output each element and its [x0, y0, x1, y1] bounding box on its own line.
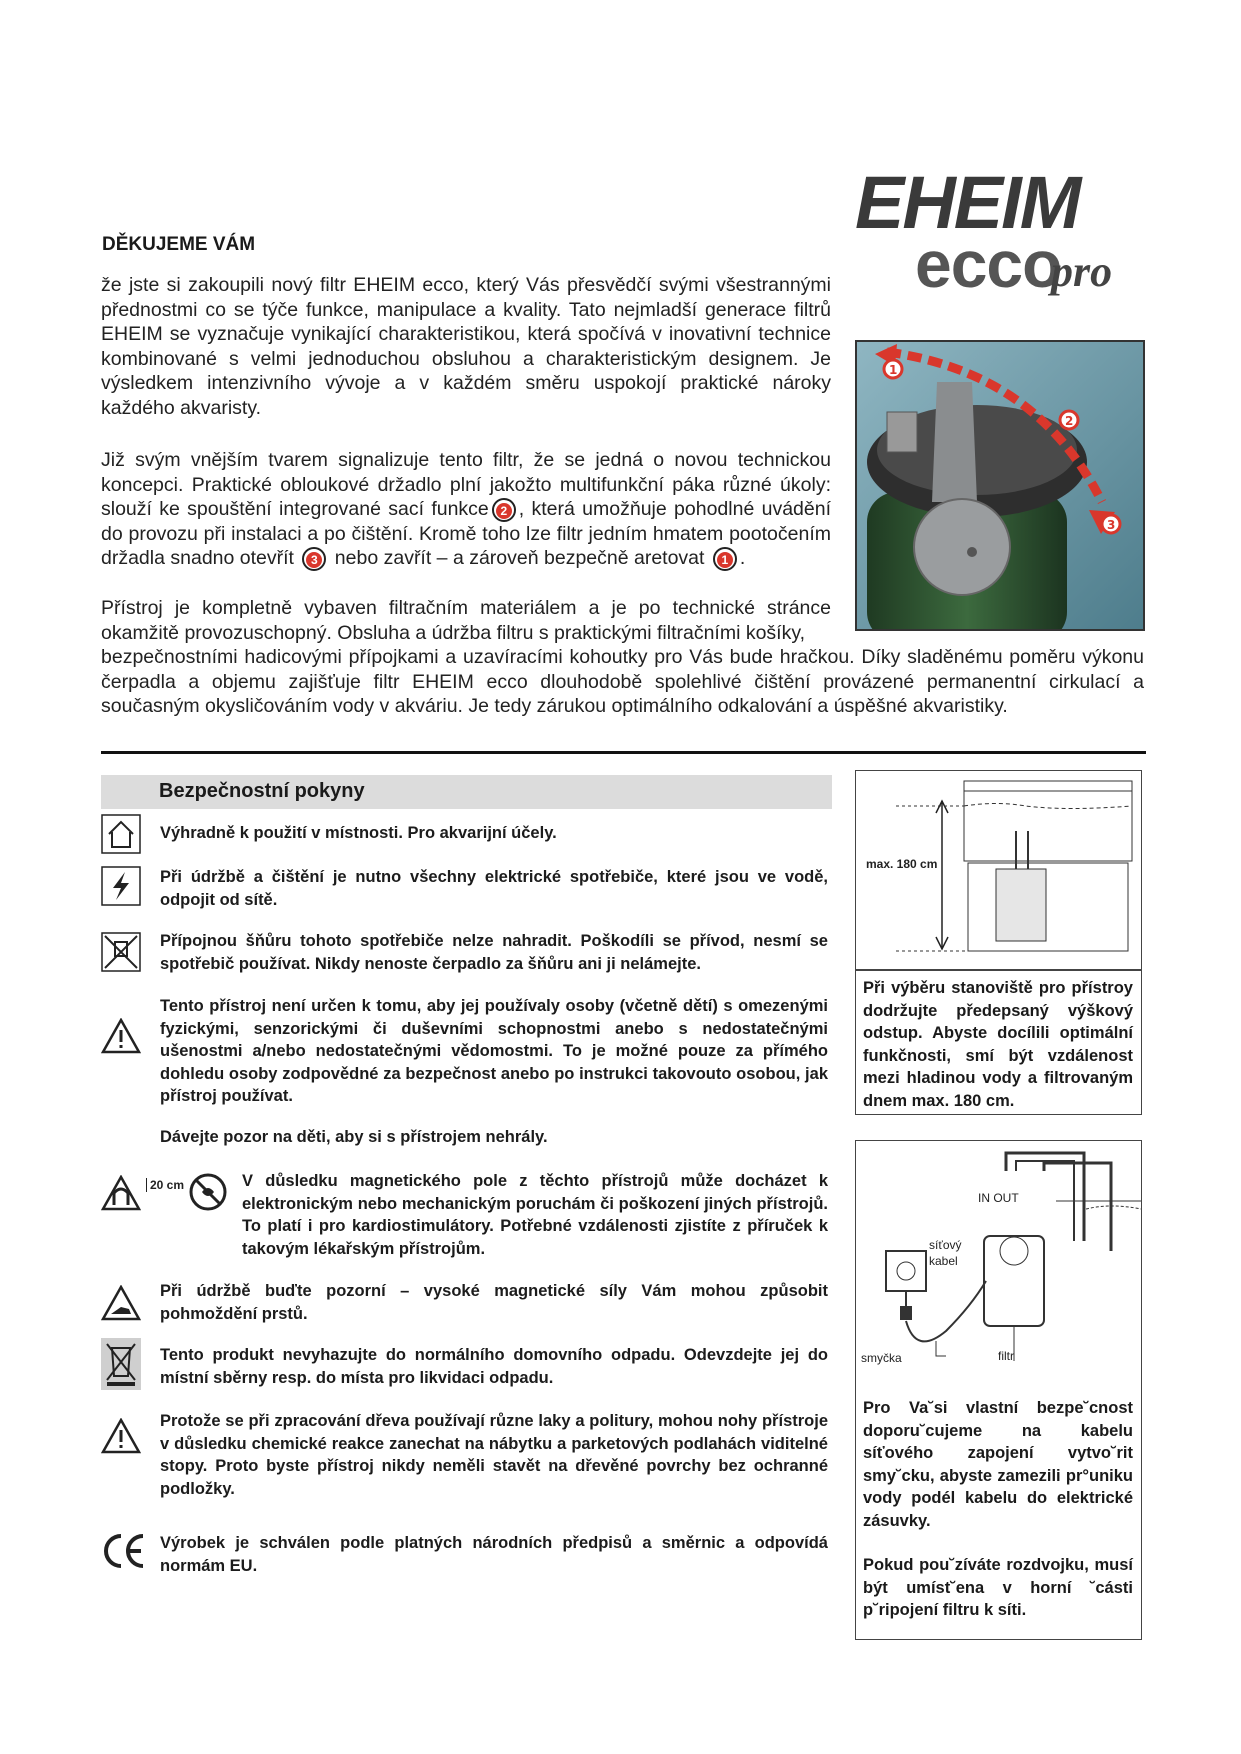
section-divider — [101, 751, 1146, 754]
eheim-logo — [855, 160, 1145, 310]
marker-2-icon: 2 — [492, 498, 516, 522]
product-photo — [855, 340, 1145, 631]
intro-paragraph-3b: bezpečnostními hadicovými přípojkami a uzavíracími kohoutky pro Vás bude hračkou. Díky sladěnému poměru výkonu čerpadla a objemu zajišťuje filtr EHEIM ecco dlouhodobě spolehlivé čištění provázené permanentní cirkulací a současným okysličováním vody v akváriu. Je tedy zárukou optimálního odkalování a úspěšné akvaristiky. — [101, 646, 1144, 717]
height-label: max. 180 cm — [866, 857, 938, 871]
photo-marker-3: 3 — [1107, 518, 1116, 532]
photo-marker-1: 1 — [889, 363, 898, 377]
safety-item-9: Protože se při zpracování dřeva používají různe laky a politury, mohou nohy přístroje v důsledku chemické reakce zanechat na nábytku a parketových podlahách viditelné stopy. Proto byste přístroj nikdy neměli stavět na dřevěné povrchy bez ochranné podložky. — [160, 1412, 828, 1498]
no-cable-icon — [101, 932, 141, 972]
weee-bin-icon — [101, 1338, 141, 1390]
filter-label: filtr — [998, 1349, 1014, 1363]
house-icon — [101, 814, 141, 854]
safety-item-6: V důsledku magnetického pole z těchto přístrojů může docházet k elektronickým nebo mechanickým poruchám či poškození jiných přístrojů. To platí i pro kardiostimulátory. Potřebné vzdálenosti zjistíte z příruček k takovým lékařským přístrojům. — [242, 1172, 828, 1258]
p2-part-a: Již svým vnějším tvarem signalizuje tento filtr, že se jedná o novou technickou koncepci. Praktické obloukové držadlo plní jakožto multifunkční páka různé úkoly: slouží ke spouštění integrované sací funkce — [101, 449, 831, 520]
loop-label: smyčka — [861, 1351, 902, 1365]
height-info-text: Při výběru stanoviště pro přístroy dodržujte předepsaný výškový odstup. Abyste docílili optimální funkčnosti, smí být vzdálenost mezi hladinou vody a filtrovaným dnem max. 180 cm. — [863, 979, 1133, 1110]
warning-icon — [101, 1018, 141, 1054]
logo-suffix: pro — [1051, 247, 1113, 296]
intro-paragraph-3a: Přístroj je kompletně vybaven filtračním materiálem a je po technické stránce okamžitě provozuschopný. Obsluha a údržba filtru s praktickými filtračními košíky, — [101, 597, 831, 644]
warning-icon-2 — [101, 1418, 141, 1454]
height-diagram — [856, 771, 1141, 971]
safety-item-8: Tento produkt nevyhazujte do normálního domovního odpadu. Odevzdejte jej do místní sběrny resp. do místa pro likvidaci odpadu. — [160, 1346, 828, 1387]
marker-3-icon: 3 — [302, 547, 326, 571]
p2-part-b: , která umožňuje pohodlné uvádění do provozu při instalaci a po čištění. Kromě toho lze filtr jedním hmatem pootočením držadla snadno otevřít — [101, 498, 831, 570]
safety-item-5: Dávejte pozor na děti, aby si s přístrojem nehrály. — [160, 1128, 548, 1146]
magnet-warning-icon — [101, 1175, 141, 1211]
lightning-icon — [101, 866, 141, 906]
safety-item-3: Přípojnou šňůru tohoto spotřebiče nelze nahradit. Poškodíli se přívod, nesmí se spotřebič používat. Nikdy nenoste čerpadlo za šňůru ani ji nelámejte. — [160, 932, 828, 973]
height-info-box — [855, 770, 1142, 1115]
cable-label: síťový kabel — [929, 1238, 962, 1268]
ce-mark-icon — [101, 1532, 147, 1570]
p2-part-c: nebo zavřít – a zároveň bezpečně aretovat — [334, 547, 705, 570]
filter-illustration — [857, 342, 1143, 629]
box1-divider — [856, 969, 1141, 971]
safety-item-2: Při údržbě a čištění je nutno všechny elektrické spotřebiče, které jsou ve vodě, odpojit od sítě. — [160, 868, 828, 909]
safety-item-4: Tento přístroj není určen k tomu, aby jej používaly osoby (včetně dětí) s omezenými fyzickými, senzorickými či duševními schopnostmi anebo s nedostatečnými ušenostmi a/nebo nedostatečnými vědomostmi. To je možné pouze za přímého dohledu osoby zodpovědné za bezpečnost anebo po instrukci takovouto osobou, jak přístroj používat. — [160, 997, 828, 1105]
logo-brand: EHEIM — [855, 161, 1080, 244]
in-out-label: IN OUT — [978, 1191, 1019, 1205]
marker-1-icon: 1 — [713, 547, 737, 571]
safety-item-10: Výrobek je schválen podle platných národních předpisů a směrnic a odpovídá normám EU. — [160, 1534, 828, 1575]
finger-warning-icon — [101, 1285, 141, 1321]
intro-title: DĚKUJEME VÁM — [102, 234, 256, 255]
logo-product: ecco — [915, 227, 1062, 301]
safety-item-7: Při údržbě buďte pozorní – vysoké magnetické síly Vám mohou způsobit pohmoždění prstů. — [160, 1282, 828, 1323]
intro-paragraph-2 — [101, 448, 831, 571]
cable-loop-text-1: Pro Va˘si vlastní bezpe˘cnost doporu˘cujeme na kabelu síťového zapojení vytvo˘rit smy˘cku, abyste zamezili pr°uniku vody podél kabelu do elektrické zásuvky. — [863, 1399, 1133, 1530]
safety-heading: Bezpečnostní pokyny — [159, 780, 365, 802]
photo-marker-2: 2 — [1065, 414, 1074, 428]
cable-loop-diagram — [856, 1141, 1141, 1381]
cable-loop-box — [855, 1140, 1142, 1640]
p2-part-d: . — [739, 547, 746, 570]
safety-heading-bar — [101, 775, 832, 809]
cable-loop-text-2: Pokud pou˘zíváte rozdvojku, musí být umíst˘ena v horní ˘cásti p˘ripojení filtru k síti. — [863, 1556, 1133, 1619]
no-pacemaker-icon — [188, 1172, 228, 1212]
intro-paragraph-1: že jste si zakoupili nový filtr EHEIM ecco, který Vás přesvědčí svými všestrannými přednostmi co se týče funkce, manipulace a kvality. Tato nejmladší generace filtrů EHEIM se vyznačuje vynikající charakteristikou, která spočívá v inovativní technice kombinované s velmi jednoduchou obsluhou a charakteristickým designem. Je výsledkem intenzivního vývoje a v každém směru uspokojí praktické nároky každého akvaristy. — [101, 274, 831, 419]
magnet-distance: 20 cm — [146, 1178, 184, 1192]
safety-item-1: Výhradně k použití v místnosti. Pro akvarijní účely. — [160, 824, 557, 842]
